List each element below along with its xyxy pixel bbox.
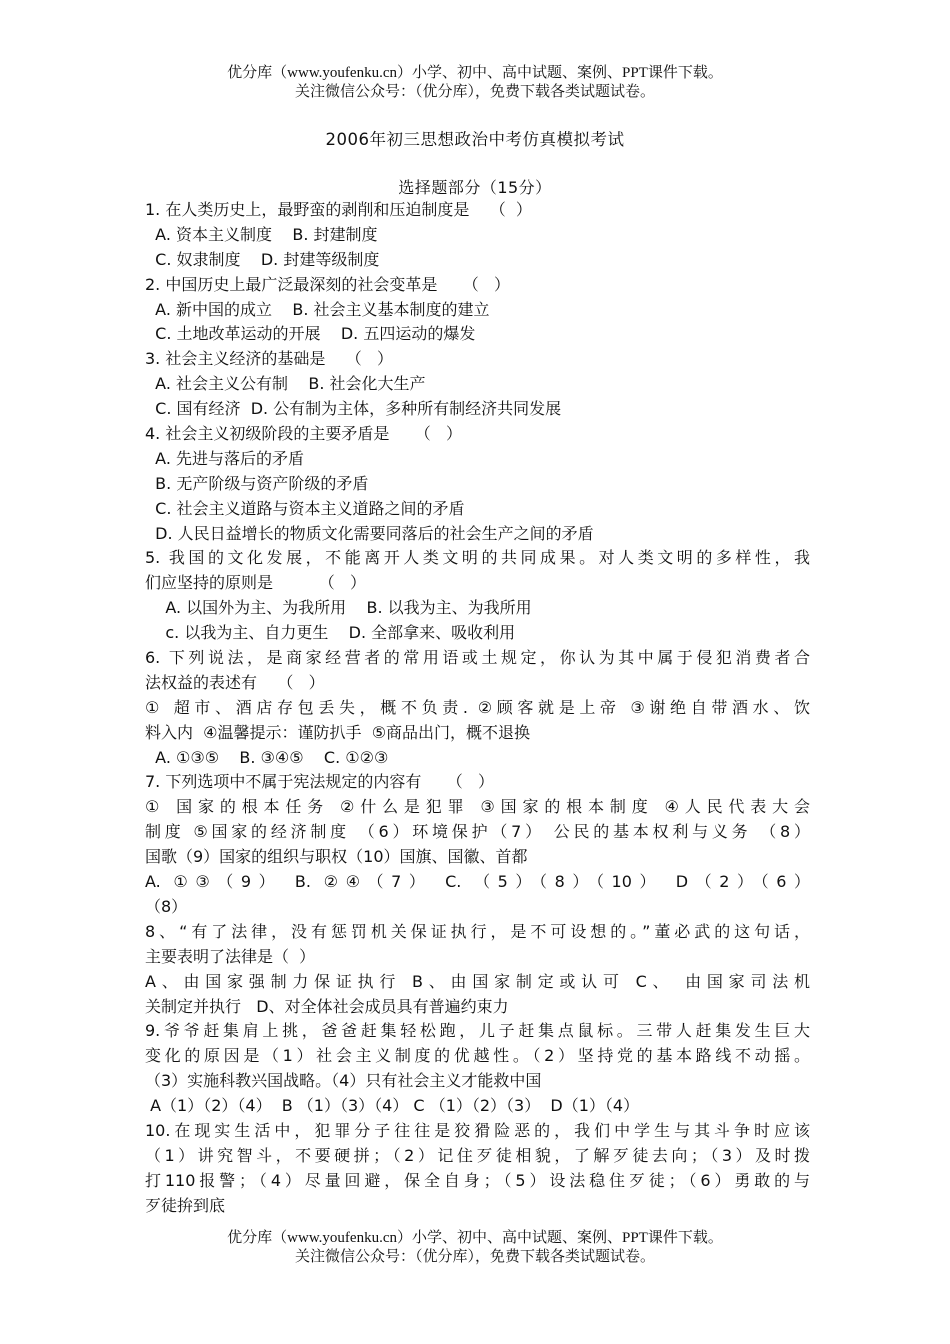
text-line: ① 国家的根本任务 ②什么是犯罪 ③国家的根本制度 ④人民代表大会 (145, 797, 810, 817)
text-line: 打110报警；（4）尽量回避，保全自身；（5）设法稳住歹徒；（6）勇敢的与 (145, 1170, 810, 1190)
section-title: 选择题部分（15分） (398, 178, 552, 197)
text-line: 9.爷爷赶集肩上挑，爸爸赶集轻松跑，儿子赶集点鼠标。三带人赶集发生巨大 (145, 1021, 810, 1041)
text-line: 法权益的表述有 （ ） (145, 672, 325, 692)
text-line: 10.在现实生活中，犯罪分子往往是狡猾险恶的，我们中学生与其斗争时应该 (145, 1120, 810, 1140)
header-line-1: 优分库（www.youfenku.cn）小学、初中、高中试题、案例、PPT课件下载。 (227, 65, 723, 81)
text-line: C. 国有经济 D. 公有制为主体，多种所有制经济共同发展 (145, 399, 562, 419)
text-line: 3. 社会主义经济的基础是 （ ） (145, 349, 393, 369)
text-line: A. 先进与落后的矛盾 (145, 448, 305, 468)
text-line: （3）实施科教兴国战略。（4）只有社会主义才能救中国 (145, 1071, 542, 1091)
exam-title: 2006年初三思想政治中考仿真模拟考试 (325, 130, 625, 149)
text-line: A. ①③⑤ B. ③④⑤ C. ①②③ (145, 747, 389, 767)
text-line: （1）讲究智斗，不要硬拼；（2）记住歹徒相貌，了解歹徒去向；（3）及时拨 (145, 1145, 810, 1165)
text-line: 歹徒拚到底 (145, 1195, 226, 1215)
text-line: 2. 中国历史上最广泛最深刻的社会变革是 （ ） (145, 274, 511, 294)
text-line: A. 社会主义公有制 B. 社会化大生产 (145, 374, 426, 394)
text-line: 国歌（9）国家的组织与职权（10）国旗、国徽、首都 (145, 847, 528, 867)
text-line: 们应坚持的原则是 （ ） (145, 573, 367, 593)
text-line: A. ①③（9） B. ②④（7） C. （5）（8）（10） D（2）（6） (145, 872, 810, 892)
text-line: ① 超市、酒店存包丢失，概不负责. ②顾客就是上帝 ③谢绝自带酒水、饮 (145, 697, 810, 717)
text-line: （8） (145, 896, 188, 916)
text-line: 5. 我国的文化发展，不能离开人类文明的共同成果。对人类文明的多样性，我 (145, 548, 810, 568)
text-line: 关制定并执行 D、对全体社会成员具有普遍约束力 (145, 996, 509, 1016)
page-footer (0, 1229, 950, 1267)
text-line: D. 人民日益增长的物质文化需要同落后的社会生产之间的矛盾 (145, 523, 594, 543)
page-header (0, 64, 950, 102)
text-line: C. 奴隶制度 D. 封建等级制度 (145, 249, 380, 269)
text-line: C. 土地改革运动的开展 D. 五四运动的爆发 (145, 324, 476, 344)
header-line-2: 关注微信公众号：（优分库），免费下载各类试题试卷。 (294, 84, 655, 100)
text-line: A. 新中国的成立 B. 社会主义基本制度的建立 (145, 299, 490, 319)
text-line: 制度 ⑤国家的经济制度 （6）环境保护（7） 公民的基本权利与义务 （8） (145, 822, 810, 842)
text-line: 7. 下列选项中不属于宪法规定的内容有 （ ） (145, 772, 495, 792)
question-body (145, 198, 810, 1219)
text-line: c. 以我为主、自力更生 D. 全部拿来、吸收利用 (145, 623, 516, 643)
text-line: 1. 在人类历史上，最野蛮的剥削和压迫制度是 （ ） (145, 200, 532, 219)
text-line: 4. 社会主义初级阶段的主要矛盾是 （ ） (145, 424, 463, 444)
text-line: A（1）（2）（4） B （1）（3）（4） C （1）（2）（3） D（1）（4） (145, 1096, 640, 1116)
footer-line-2: 关注微信公众号：（优分库），免费下载各类试题试卷。 (294, 1249, 655, 1265)
text-line: 主要表明了法律是（ ） (145, 946, 316, 966)
footer-line-1: 优分库（www.youfenku.cn）小学、初中、高中试题、案例、PPT课件下载。 (227, 1230, 723, 1246)
text-line: B. 无产阶级与资产阶级的矛盾 (145, 473, 369, 493)
text-line: 6. 下列说法，是商家经营者的常用语或土规定，你认为其中属于侵犯消费者合 (145, 648, 810, 668)
text-line: A. 资本主义制度 B. 封建制度 (145, 224, 378, 244)
text-line: C. 社会主义道路与资本主义道路之间的矛盾 (145, 498, 465, 518)
text-line: 变化的原因是（1）社会主义制度的优越性。（2）坚持党的基本路线不动摇。 (145, 1046, 810, 1066)
text-line: 8、“有了法律，没有惩罚机关保证执行，是不可设想的。”董必武的这句话， (145, 921, 810, 941)
text-line: A、由国家强制力保证执行 B、由国家制定或认可 C、 由国家司法机 (145, 971, 810, 991)
text-line: 料入内 ④温馨提示：谨防扒手 ⑤商品出门，概不退换 (145, 722, 531, 742)
text-line: A. 以国外为主、为我所用 B. 以我为主、为我所用 (145, 598, 532, 618)
